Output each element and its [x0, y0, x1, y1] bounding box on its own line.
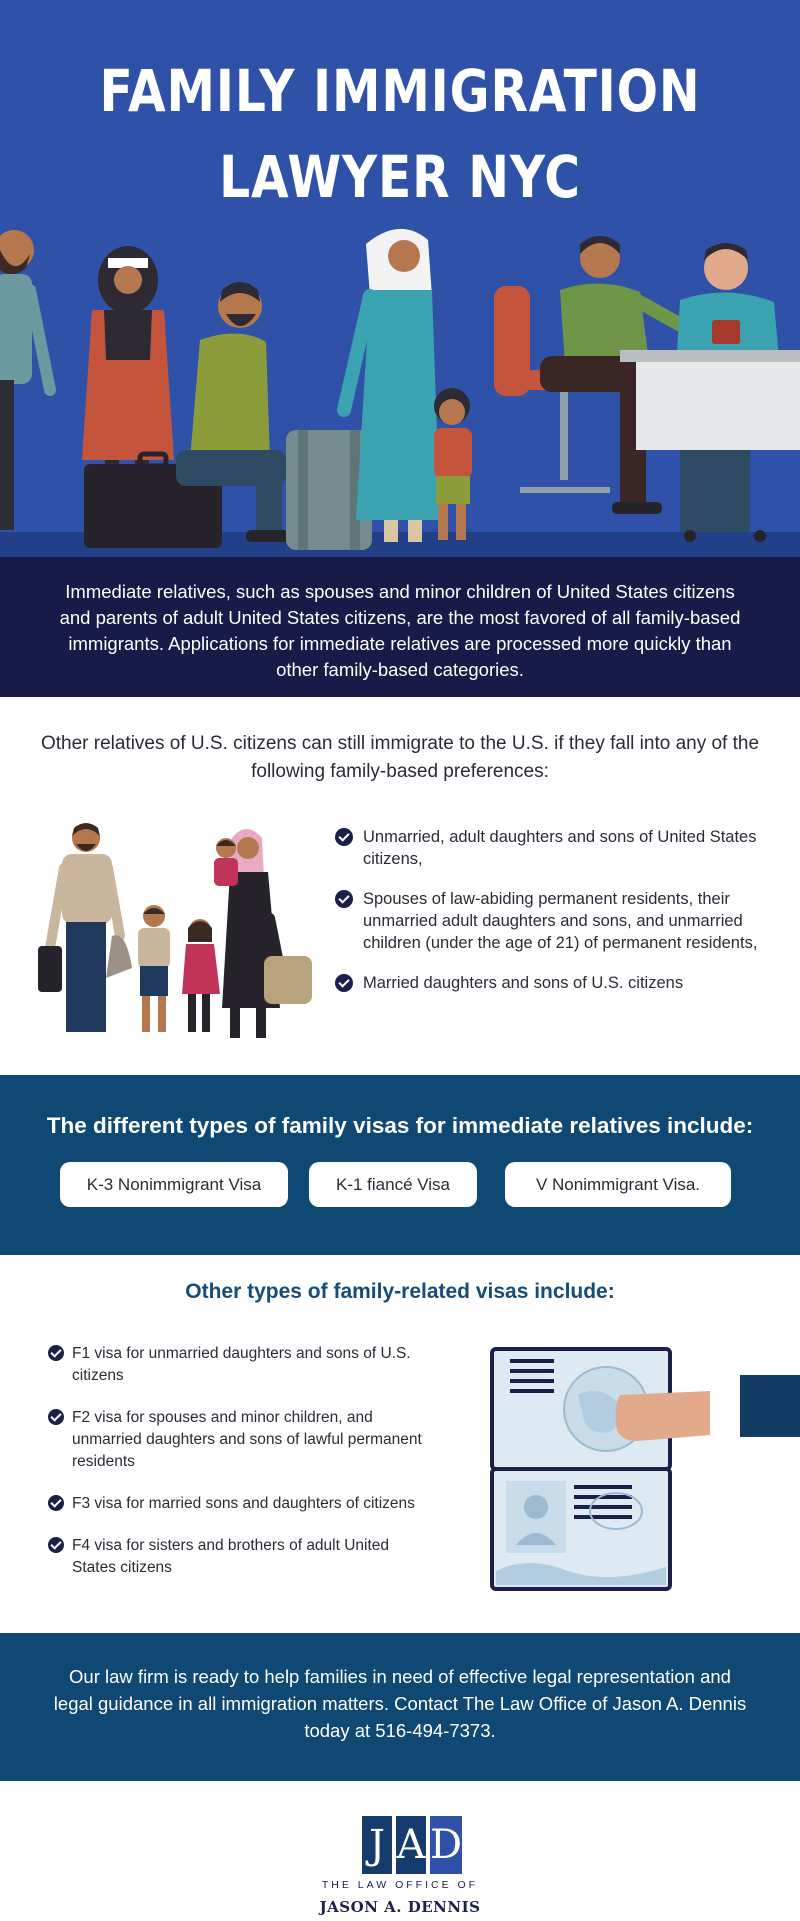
- list-item: [48, 1407, 428, 1473]
- family-related-list: [48, 1343, 428, 1599]
- intro-text: Immediate relatives, such as spouses and minor children of United States citizens and parents of adult United States citizens, are the most favored of all family-based immigrants. Applications for immediate relatives are processed more quickly than other family-based categories.: [59, 581, 741, 680]
- check-circle-icon: [48, 1409, 64, 1425]
- list-item: [335, 826, 775, 870]
- visa-type-pill: K-1 fiancé Visa: [309, 1162, 477, 1207]
- child-figure: [434, 388, 472, 540]
- intro-section: [0, 557, 800, 697]
- logo-letter-d: D: [430, 1816, 462, 1874]
- visa-type-pill: K-3 Nonimmigrant Visa: [60, 1162, 288, 1207]
- preferences-lead: Other relatives of U.S. citizens can still immigrate to the U.S. if they fall into any of the following family-based preferences:: [40, 733, 760, 782]
- preference-text: Spouses of law-abiding permanent residents, their unmarried adult daughters and sons, and unmarried children (under the age of 21) of permanent residents,: [363, 890, 758, 952]
- immediate-visas-heading: The different types of family visas for immediate relatives include:: [46, 1113, 754, 1138]
- preference-text: Married daughters and sons of U.S. citizens: [363, 974, 684, 992]
- logo-letter-a: A: [396, 1816, 426, 1874]
- hero-section: [0, 0, 800, 557]
- check-circle-icon: [48, 1345, 64, 1361]
- list-item: [48, 1535, 428, 1579]
- firm-name-line1: THE LAW OFFICE OF: [321, 1879, 479, 1891]
- list-item: [48, 1343, 428, 1387]
- preferences-list: [335, 826, 775, 1012]
- check-circle-icon: [335, 828, 353, 846]
- visa-item-text: F2 visa for spouses and minor children, and unmarried daughters and sons of lawful permanent residents: [72, 1409, 422, 1470]
- family-illustration: [36, 818, 336, 1044]
- preference-text: Unmarried, adult daughters and sons of United States citizens,: [363, 828, 757, 868]
- visa-type-pill: V Nonimmigrant Visa.: [505, 1162, 731, 1207]
- boy-figure: [138, 905, 170, 1032]
- check-circle-icon: [335, 974, 353, 992]
- passport-bottom-page: [492, 1469, 670, 1589]
- page-title: [64, 48, 736, 220]
- woman-teal-figure: [344, 229, 440, 542]
- firm-name-line2: JASON A. DENNIS: [319, 1898, 481, 1916]
- immigrants-waiting-illustration: [0, 210, 800, 557]
- firm-logo-mark: [362, 1816, 462, 1874]
- girl-figure: [182, 919, 220, 1032]
- list-item: [335, 972, 775, 994]
- check-circle-icon: [48, 1537, 64, 1553]
- logo-letter-j: J: [362, 1816, 392, 1874]
- visa-item-text: F4 visa for sisters and brothers of adult United States citizens: [72, 1537, 390, 1576]
- visa-item-text: F3 visa for married sons and daughters of citizens: [72, 1495, 415, 1512]
- mother-figure: [214, 829, 312, 1038]
- check-circle-icon: [335, 890, 353, 908]
- contact-section: [0, 1633, 800, 1781]
- family-related-heading: Other types of family-related visas include:: [185, 1280, 615, 1303]
- passport-illustration: [488, 1345, 800, 1595]
- visa-item-text: F1 visa for unmarried daughters and sons of U.S. citizens: [72, 1345, 411, 1384]
- list-item: [48, 1493, 428, 1515]
- title-line-1: FAMILY IMMIGRATION: [99, 57, 701, 125]
- check-circle-icon: [48, 1495, 64, 1511]
- father-figure: [38, 823, 132, 1032]
- contact-text: Our law firm is ready to help families in need of effective legal representation and legal guidance in all immigration matters. Contact The Law Office of Jason A. Dennis today at 516-494-7373.: [53, 1666, 747, 1741]
- man-left-figure: [0, 230, 50, 530]
- title-line-2: LAWYER NYC: [219, 143, 581, 211]
- list-item: [335, 888, 775, 954]
